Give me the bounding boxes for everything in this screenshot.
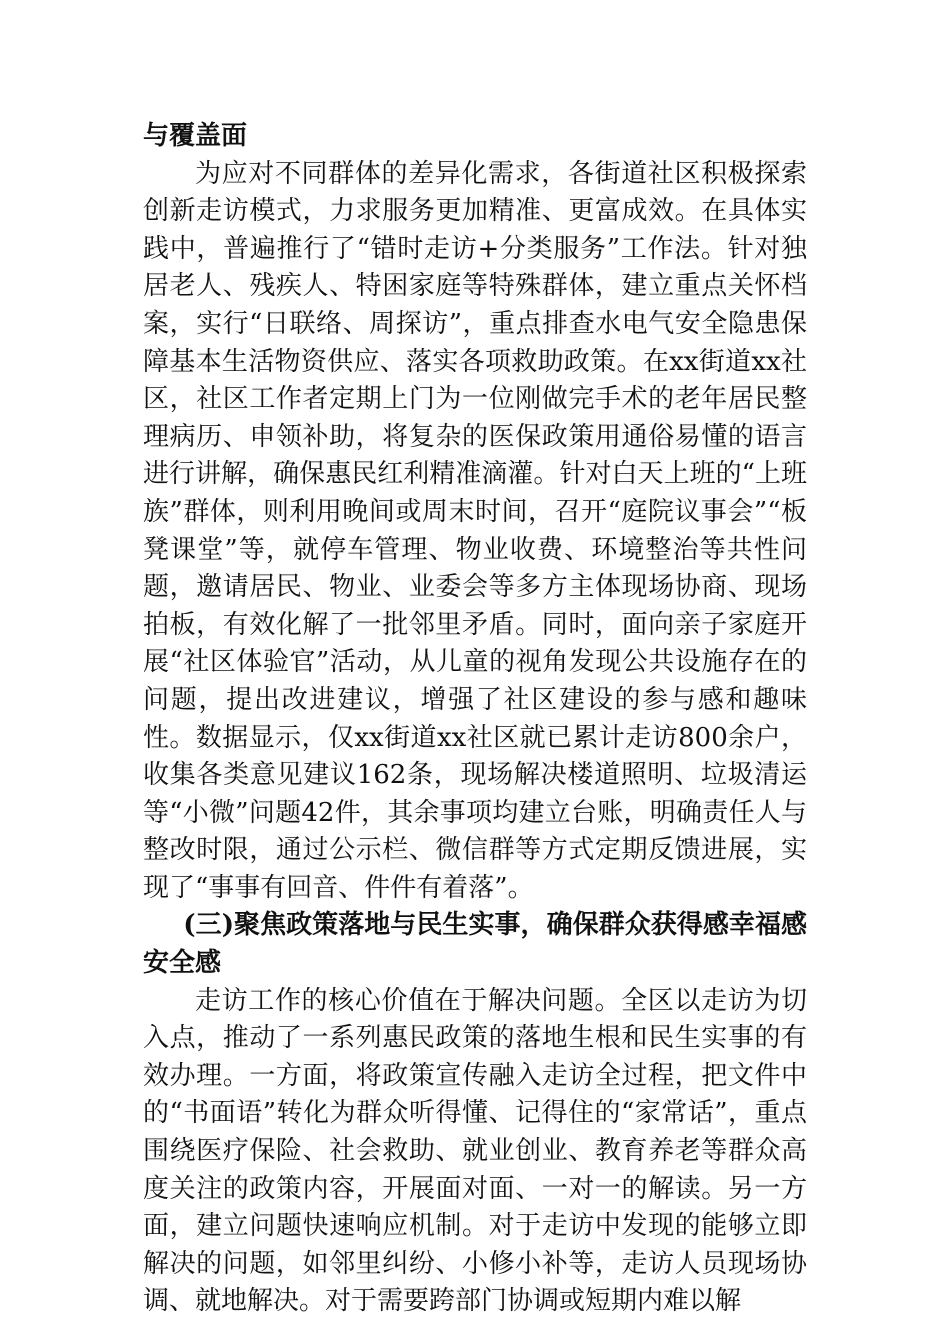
document-body (143, 118, 807, 1321)
section-heading-continuation: 与覆盖面 (143, 121, 248, 151)
body-paragraph: 为应对不同群体的差异化需求，各街道社区积极探索创新走访模式，力求服务更加精准、更富成效。在具体实践中，普遍推行了“错时走访+分类服务”工作法。针对独居老人、残疾人、特困家庭等特殊群体，建立重点关怀档案，实行“日联络、周探访”，重点排查水电气安全隐患保障基本生活物资供应、落实各项救助政策。在xx街道xx社区，社区工作者定期上门为一位刚做完手术的老年居民整理病历、申领补助，将复杂的医保政策用通俗易懂的语言进行讲解，确保惠民红利精准滴灌。针对白天上班的“上班族”群体，则利用晚间或周末时间，召开“庭院议事会”“板凳课堂”等，就停车管理、物业收费、环境整治等共性问题，邀请居民、物业、业委会等多方主体现场协商、现场拍板，有效化解了一批邻里矛盾。同时，面向亲子家庭开展“社区体验官”活动，从儿童的视角发现公共设施存在的问题，提出改进建议，增强了社区建设的参与感和趣味性。数据显示，仅xx街道xx社区就已累计走访800余户，收集各类意见建议162条，现场解决楼道照明、垃圾清运等“小微”问题42件，其余事项均建立台账，明确责任人与整改时限，通过公示栏、微信群等方式定期反馈进展，实现了“事事有回音、件件有着落”。 (143, 158, 807, 903)
body-paragraph: 走访工作的核心价值在于解决问题。全区以走访为切入点，推动了一系列惠民政策的落地生根和民生实事的有效办理。一方面，将政策宣传融入走访全过程，把文件中的“书面语”转化为群众听得懂、记得住的“家常话”，重点围绕医疗保险、社会救助、就业创业、教育养老等群众高度关注的政策内容，开展面对面、一对一的解读。另一方面，建立问题快速响应机制。对于走访中发现的能够立即解决的问题，如邻里纠纷、小修小补等，走访人员现场协调、就地解决。对于需要跨部门协调或短期内难以解 (143, 985, 807, 1317)
section-heading: (三)聚焦政策落地与民生实事，确保群众获得感幸福感安全感 (143, 910, 807, 979)
